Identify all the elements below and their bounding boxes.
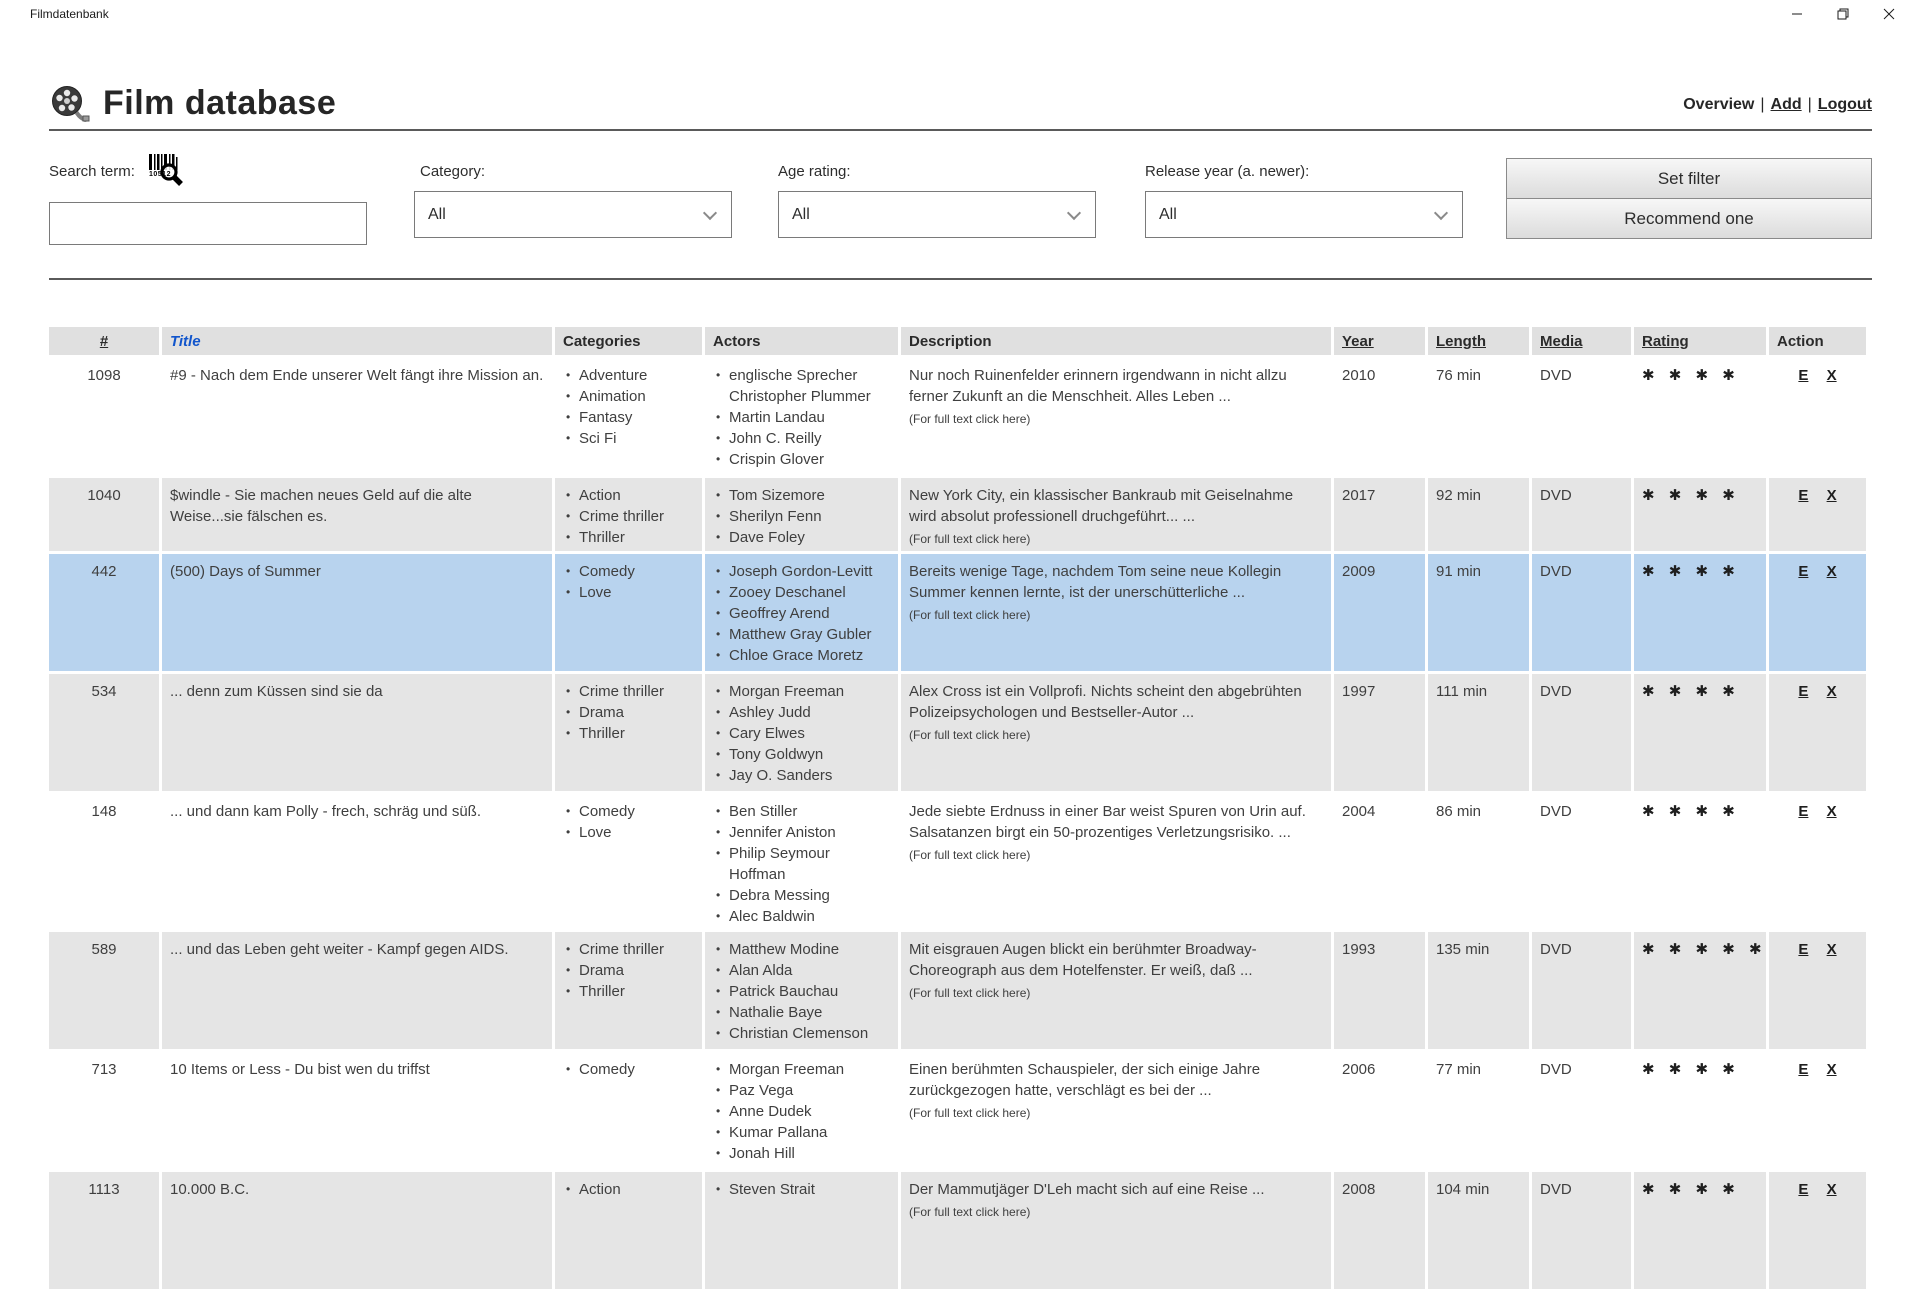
scanner-digits: 10512 — [149, 171, 171, 178]
full-text-link[interactable]: (For full text click here) — [909, 728, 1031, 742]
film-categories — [563, 485, 694, 548]
film-rating: ✱ ✱ ✱ ✱ ✱ — [1634, 932, 1766, 1049]
list-item: • Tom Sizemore — [713, 485, 890, 506]
film-actors — [713, 485, 890, 548]
divider — [49, 129, 1872, 131]
table-row[interactable] — [49, 478, 1866, 551]
list-item: • Zooey Deschanel — [713, 582, 890, 603]
film-media: DVD — [1532, 554, 1631, 671]
film-id: 148 — [49, 794, 159, 929]
nav-separator: | — [1807, 96, 1812, 113]
film-actors — [713, 1179, 890, 1200]
film-reel-icon — [49, 85, 91, 123]
edit-link[interactable]: E — [1798, 563, 1809, 580]
list-item: • Thriller — [563, 527, 694, 548]
list-item: • Paz Vega — [713, 1080, 890, 1101]
film-description: Nur noch Ruinenfelder erinnern irgendwann in nicht allzu ferner Zukunft an die Menschheit. Alles Leben ... — [909, 367, 1287, 405]
film-categories — [563, 1179, 694, 1200]
list-item: • Debra Messing — [713, 885, 890, 906]
divider — [49, 278, 1872, 280]
film-actors — [713, 365, 890, 470]
film-id: 534 — [49, 674, 159, 791]
list-item: • Drama — [563, 702, 694, 723]
film-year: 1997 — [1334, 674, 1425, 791]
list-item: • Crispin Glover — [713, 449, 890, 470]
film-actors — [713, 801, 890, 927]
list-item: • Geoffrey Arend — [713, 603, 890, 624]
film-year: 2004 — [1334, 794, 1425, 929]
film-length: 104 min — [1428, 1172, 1529, 1289]
list-item: • Jonah Hill — [713, 1143, 890, 1164]
film-actors — [713, 681, 890, 786]
list-item: • Fantasy — [563, 407, 694, 428]
release-year-label: Release year (a. newer): — [1145, 163, 1310, 180]
list-item: • Sci Fi — [563, 428, 694, 449]
film-categories — [563, 561, 694, 603]
list-item: • Alan Alda — [713, 960, 890, 981]
film-media: DVD — [1532, 358, 1631, 475]
film-description: Bereits wenige Tage, nachdem Tom seine neue Kollegin Summer kennen lernte, ist der unerschütterliche ... — [909, 563, 1282, 601]
film-title: ... denn zum Küssen sind sie da — [162, 674, 552, 791]
film-id: 1098 — [49, 358, 159, 475]
film-length: 76 min — [1428, 358, 1529, 475]
list-item: • Crime thriller — [563, 939, 694, 960]
film-length: 135 min — [1428, 932, 1529, 1049]
nav-overview[interactable]: Overview — [1683, 96, 1755, 113]
full-text-link[interactable]: (For full text click here) — [909, 986, 1031, 1000]
window-title: Filmdatenbank — [30, 7, 109, 21]
full-text-link[interactable]: (For full text click here) — [909, 848, 1031, 862]
film-title: 10 Items or Less - Du bist wen du triffst — [162, 1052, 552, 1169]
close-icon — [1883, 8, 1895, 20]
minimize-button[interactable] — [1774, 0, 1820, 28]
release-year-select[interactable] — [1145, 191, 1463, 238]
main-nav — [1683, 96, 1872, 114]
list-item: • Steven Strait — [713, 1179, 890, 1200]
film-media: DVD — [1532, 1172, 1631, 1289]
film-year: 2010 — [1334, 358, 1425, 475]
search-label: Search term: — [49, 163, 135, 180]
table-row[interactable] — [49, 932, 1866, 1049]
table-row[interactable] — [49, 674, 1866, 791]
age-selected-value: All — [792, 205, 810, 223]
column-header-media[interactable]: Media — [1532, 327, 1631, 355]
delete-link[interactable]: X — [1826, 367, 1837, 384]
list-item: • Philip Seymour Hoffman — [713, 843, 890, 885]
list-item: • Tony Goldwyn — [713, 744, 890, 765]
list-item: • Jay O. Sanders — [713, 765, 890, 786]
film-actors — [713, 561, 890, 666]
film-description: Alex Cross ist ein Vollprofi. Nichts scheint den abgebrühten Polizeipsychologen und Bestseller-Autor ... — [909, 683, 1302, 721]
film-rating: ✱ ✱ ✱ ✱ — [1634, 794, 1766, 929]
film-year: 2009 — [1334, 554, 1425, 671]
delete-link[interactable]: X — [1826, 1061, 1837, 1078]
film-rating: ✱ ✱ ✱ ✱ — [1634, 1052, 1766, 1169]
recommend-one-button[interactable]: Recommend one — [1506, 198, 1872, 239]
film-description: Einen berühmten Schauspieler, der sich einige Jahre zurückgezogen hatte, verschlägt es bei der ... — [909, 1061, 1261, 1099]
list-item: • Thriller — [563, 723, 694, 744]
film-media: DVD — [1532, 1052, 1631, 1169]
film-categories — [563, 365, 694, 449]
list-item: • Kumar Pallana — [713, 1122, 890, 1143]
app-title-text: Film database — [103, 84, 337, 122]
edit-link[interactable]: E — [1798, 1181, 1809, 1198]
film-id: 1040 — [49, 478, 159, 551]
film-description: Der Mammutjäger D'Leh macht sich auf eine Reise ... — [909, 1181, 1265, 1198]
film-title: $windle - Sie machen neues Geld auf die alte Weise...sie fälschen es. — [162, 478, 552, 551]
film-actors — [713, 1059, 890, 1164]
list-item: • Action — [563, 1179, 694, 1200]
list-item: • Anne Dudek — [713, 1101, 890, 1122]
list-item: • Adventure — [563, 365, 694, 386]
delete-link[interactable]: X — [1826, 487, 1837, 504]
film-categories — [563, 1059, 694, 1080]
column-header-rating[interactable]: Rating — [1634, 327, 1766, 355]
list-item: • Love — [563, 582, 694, 603]
film-categories — [563, 801, 694, 843]
nav-logout[interactable]: Logout — [1817, 96, 1872, 113]
film-length: 77 min — [1428, 1052, 1529, 1169]
delete-link[interactable]: X — [1826, 683, 1837, 700]
column-header-num[interactable]: # — [49, 327, 159, 355]
list-item: • Matthew Gray Gubler — [713, 624, 890, 645]
film-description: New York City, ein klassischer Bankraub mit Geiselnahme wird absolut professionell druchgeführt... ... — [909, 487, 1294, 525]
list-item: • Dave Foley — [713, 527, 890, 548]
film-length: 111 min — [1428, 674, 1529, 791]
column-header-description: Description — [901, 327, 1331, 355]
list-item: • Morgan Freeman — [713, 1059, 890, 1080]
list-item: • Martin Landau — [713, 407, 890, 428]
list-item: • Ben Stiller — [713, 801, 890, 822]
minimize-icon — [1791, 8, 1803, 20]
film-title: #9 - Nach dem Ende unserer Welt fängt ihre Mission an. — [162, 358, 552, 475]
film-categories — [563, 939, 694, 1002]
list-item: • Crime thriller — [563, 681, 694, 702]
page-title — [49, 84, 336, 123]
film-id: 713 — [49, 1052, 159, 1169]
list-item: • Comedy — [563, 561, 694, 582]
full-text-link[interactable]: (For full text click here) — [909, 608, 1031, 622]
film-id: 589 — [49, 932, 159, 1049]
film-year: 2006 — [1334, 1052, 1425, 1169]
column-header-actors: Actors — [705, 327, 898, 355]
category-label: Category: — [420, 163, 486, 180]
film-rating: ✱ ✱ ✱ ✱ — [1634, 478, 1766, 551]
column-header-length[interactable]: Length — [1428, 327, 1529, 355]
list-item: • Patrick Bauchau — [713, 981, 890, 1002]
list-item: • Jennifer Aniston — [713, 822, 890, 843]
age-rating-label: Age rating: — [778, 163, 851, 180]
film-length: 86 min — [1428, 794, 1529, 929]
film-actors — [713, 939, 890, 1044]
search-input[interactable] — [49, 202, 367, 245]
barcode-scanner-icon[interactable] — [148, 154, 184, 192]
category-selected-value: All — [428, 205, 446, 223]
list-item: • Comedy — [563, 1059, 694, 1080]
column-header-year[interactable]: Year — [1334, 327, 1425, 355]
film-media: DVD — [1532, 932, 1631, 1049]
table-row[interactable] — [49, 554, 1866, 671]
table-row[interactable] — [49, 794, 1866, 929]
film-id: 1113 — [49, 1172, 159, 1289]
year-selected-value: All — [1159, 205, 1177, 223]
table-row[interactable] — [49, 1172, 1866, 1289]
delete-link[interactable]: X — [1826, 563, 1837, 580]
chevron-down-icon — [703, 206, 717, 220]
film-title: 10.000 B.C. — [162, 1172, 552, 1289]
age-rating-select[interactable] — [778, 191, 1096, 238]
list-item: • Morgan Freeman — [713, 681, 890, 702]
close-button[interactable] — [1866, 0, 1912, 28]
list-item: • Love — [563, 822, 694, 843]
list-item: • Crime thriller — [563, 506, 694, 527]
nav-add[interactable]: Add — [1770, 96, 1802, 113]
edit-link[interactable]: E — [1798, 487, 1809, 504]
delete-link[interactable]: X — [1826, 941, 1837, 958]
list-item: • Action — [563, 485, 694, 506]
full-text-link[interactable]: (For full text click here) — [909, 412, 1031, 426]
film-title: (500) Days of Summer — [162, 554, 552, 671]
list-item: • englische Sprecher Christopher Plummer — [713, 365, 890, 407]
film-length: 91 min — [1428, 554, 1529, 671]
film-rating: ✱ ✱ ✱ ✱ — [1634, 358, 1766, 475]
list-item: • Sherilyn Fenn — [713, 506, 890, 527]
edit-link[interactable]: E — [1798, 683, 1809, 700]
chevron-down-icon — [1067, 206, 1081, 220]
list-item: • Joseph Gordon-Levitt — [713, 561, 890, 582]
film-length: 92 min — [1428, 478, 1529, 551]
film-year: 2017 — [1334, 478, 1425, 551]
column-header-categories: Categories — [555, 327, 702, 355]
film-title: ... und das Leben geht weiter - Kampf gegen AIDS. — [162, 932, 552, 1049]
film-description: Jede siebte Erdnuss in einer Bar weist Spuren von Urin auf. Salsatanzen birgt ein 50-prozentiges Verletzungsrisiko. ... — [909, 803, 1306, 841]
full-text-link[interactable]: (For full text click here) — [909, 1106, 1031, 1120]
chevron-down-icon — [1434, 206, 1448, 220]
delete-link[interactable]: X — [1826, 1181, 1837, 1198]
list-item: • Cary Elwes — [713, 723, 890, 744]
list-item: • John C. Reilly — [713, 428, 890, 449]
list-item: • Alec Baldwin — [713, 906, 890, 927]
window-controls — [1774, 0, 1912, 28]
film-rating: ✱ ✱ ✱ ✱ — [1634, 674, 1766, 791]
full-text-link[interactable]: (For full text click here) — [909, 532, 1031, 546]
column-header-title[interactable]: Title — [162, 327, 552, 355]
film-rating: ✱ ✱ ✱ ✱ — [1634, 554, 1766, 671]
list-item: • Christian Clemenson — [713, 1023, 890, 1044]
film-description: Mit eisgrauen Augen blickt ein berühmter Broadway-Choreograph aus dem Hotelfenster. Er weiß, daß ... — [909, 941, 1257, 979]
film-media: DVD — [1532, 674, 1631, 791]
restore-icon — [1837, 8, 1849, 20]
edit-link[interactable]: E — [1798, 941, 1809, 958]
set-filter-button[interactable]: Set filter — [1506, 158, 1872, 199]
film-media: DVD — [1532, 794, 1631, 929]
edit-link[interactable]: E — [1798, 367, 1809, 384]
full-text-link[interactable]: (For full text click here) — [909, 1205, 1031, 1219]
column-header-action: Action — [1769, 327, 1866, 355]
film-table — [46, 324, 1869, 1292]
restore-button[interactable] — [1820, 0, 1866, 28]
film-categories — [563, 681, 694, 744]
edit-link[interactable]: E — [1798, 1061, 1809, 1078]
edit-link[interactable]: E — [1798, 803, 1809, 820]
list-item: • Nathalie Baye — [713, 1002, 890, 1023]
film-media: DVD — [1532, 478, 1631, 551]
list-item: • Animation — [563, 386, 694, 407]
film-rating: ✱ ✱ ✱ ✱ — [1634, 1172, 1766, 1289]
list-item: • Thriller — [563, 981, 694, 1002]
list-item: • Matthew Modine — [713, 939, 890, 960]
delete-link[interactable]: X — [1826, 803, 1837, 820]
film-year: 2008 — [1334, 1172, 1425, 1289]
film-title: ... und dann kam Polly - frech, schräg und süß. — [162, 794, 552, 929]
nav-separator: | — [1760, 96, 1765, 113]
list-item: • Ashley Judd — [713, 702, 890, 723]
table-row[interactable] — [49, 1052, 1866, 1169]
list-item: • Drama — [563, 960, 694, 981]
film-id: 442 — [49, 554, 159, 671]
window-titlebar — [0, 0, 1920, 28]
table-row[interactable] — [49, 358, 1866, 475]
list-item: • Comedy — [563, 801, 694, 822]
category-select[interactable] — [414, 191, 732, 238]
list-item: • Chloe Grace Moretz — [713, 645, 890, 666]
table-header-row — [49, 327, 1866, 355]
film-year: 1993 — [1334, 932, 1425, 1049]
